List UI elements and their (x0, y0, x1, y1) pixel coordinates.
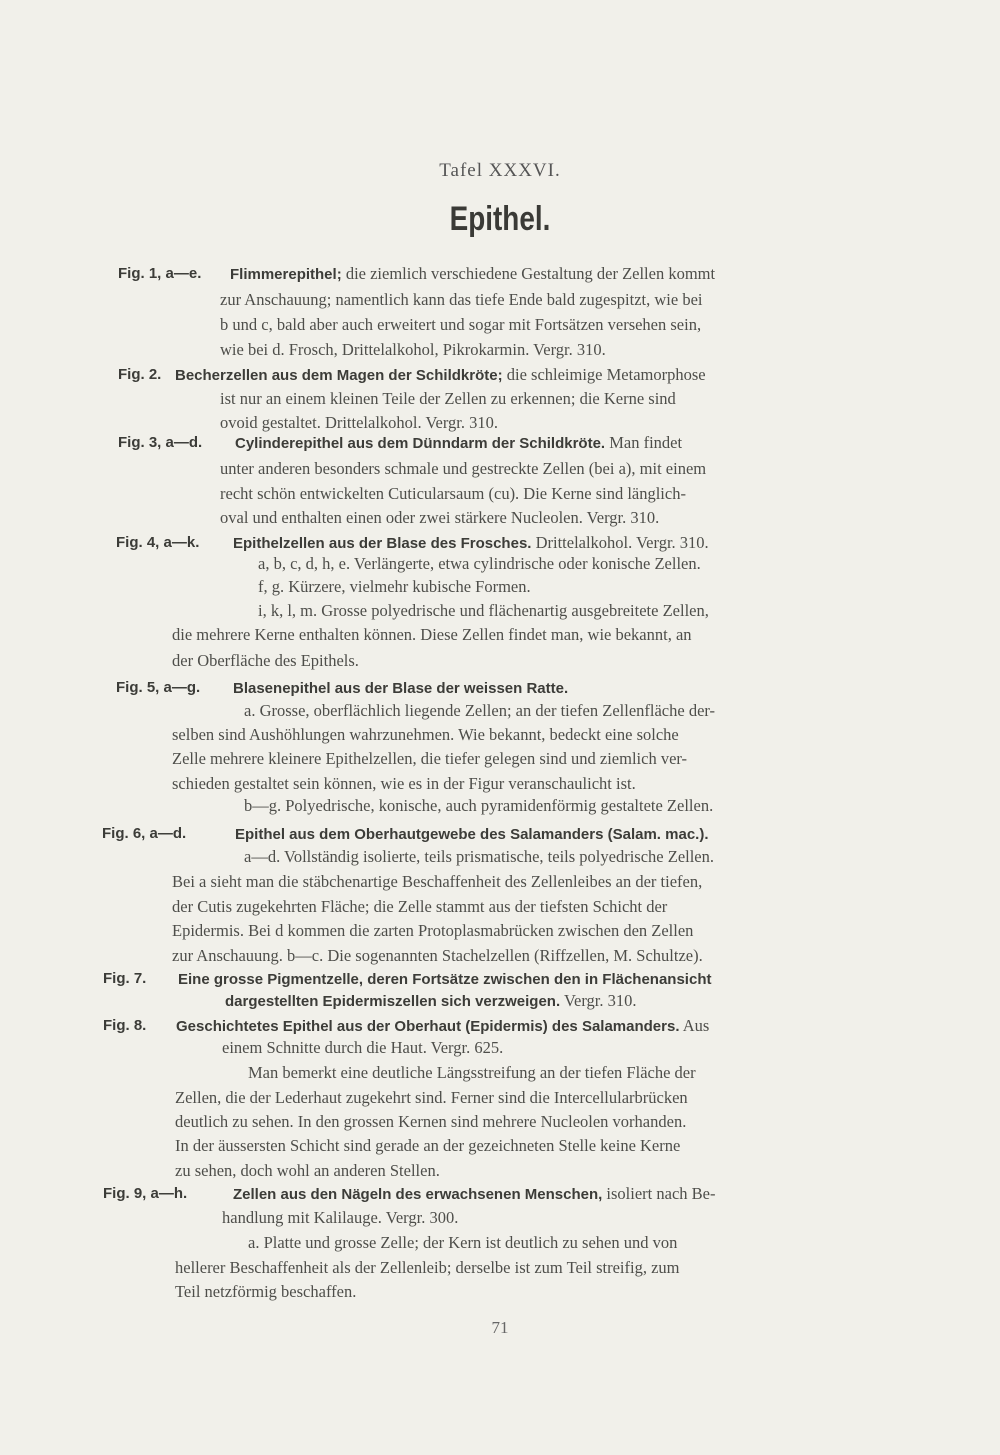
text-line (172, 724, 679, 746)
text-line (220, 412, 498, 434)
line-text: Vergr. 310. (560, 991, 637, 1010)
text-line (244, 795, 713, 817)
text-line (172, 945, 703, 967)
text-line (244, 700, 715, 722)
text-line (175, 1135, 680, 1157)
page-number: 71 (491, 1318, 509, 1337)
text-line (244, 846, 714, 868)
text-line (175, 1111, 686, 1133)
text-line (222, 1037, 503, 1059)
line-text: i, k, l, m. Grosse polyedrische und flächenartig ausgebreitete Zellen, (258, 601, 709, 620)
text-line (222, 1207, 458, 1229)
figure-label: Fig. 6, a—d. (102, 825, 187, 842)
line-text: deutlich zu sehen. In den grossen Kernen sind mehrere Nucleolen vorhanden. (175, 1112, 687, 1131)
line-text: Man bemerkt eine deutliche Längsstreifung an der tiefen Fläche der (248, 1063, 696, 1082)
text-line (225, 990, 637, 1013)
line-text: Epidermis. Bei d kommen die zarten Protoplasmabrücken zwischen den Zellen (172, 921, 694, 940)
line-text: oval und enthalten einen oder zwei stärkere Nucleolen. Vergr. 310. (220, 508, 660, 527)
text-line (220, 314, 701, 336)
text-line (172, 650, 359, 672)
text-line (258, 600, 709, 622)
text-line (220, 483, 686, 505)
line-text: unter anderen besonders schmale und gestreckte Zellen (bei a), mit einem (220, 459, 707, 478)
figure-heading: Cylinderepithel aus dem Dünndarm der Schildkröte. (235, 435, 606, 452)
line-text: recht schön entwickelten Cuticularsaum (cu). Die Kerne sind länglich- (220, 484, 686, 503)
line-text: a—d. Vollständig isolierte, teils prismatische, teils polyedrische Zellen. (244, 847, 715, 866)
plate-number: Tafel XXXVI. (439, 160, 561, 181)
text-line (175, 1257, 680, 1279)
line-text: handlung mit Kalilauge. Vergr. 300. (222, 1208, 459, 1227)
figure-heading: dargestellten Epidermiszellen sich verzweigen. (225, 993, 561, 1010)
line-text: Drittelalkohol. Vergr. 310. (531, 533, 709, 552)
text-line (220, 458, 706, 480)
text-line (172, 624, 692, 646)
text-line (220, 339, 606, 361)
text-line (176, 1015, 709, 1038)
text-line (220, 507, 659, 529)
text-line (172, 920, 693, 942)
text-line (172, 748, 687, 770)
figure-label: Fig. 1, a—e. (118, 265, 202, 282)
text-line (175, 1160, 440, 1182)
text-line (175, 1281, 356, 1303)
text-line (220, 388, 676, 410)
line-text: ist nur an einem kleinen Teile der Zellen zu erkennen; die Kerne sind (220, 389, 676, 408)
figure-label: Fig. 3, a—d. (118, 434, 203, 451)
line-text: f, g. Kürzere, vielmehr kubische Formen. (258, 577, 531, 596)
line-text: a, b, c, d, h, e. Verlängerte, etwa cylindrische oder konische Zellen. (258, 554, 701, 573)
line-text: hellerer Beschaffenheit als der Zellenleib; derselbe ist zum Teil streifig, zum (175, 1258, 680, 1277)
line-text: a. Grosse, oberflächlich liegende Zellen; an der tiefen Zellenfläche der- (244, 701, 716, 720)
line-text: der Cutis zugekehrten Fläche; die Zelle stammt aus der tiefsten Schicht der (172, 897, 668, 916)
line-text: zur Anschauung; namentlich kann das tiefe Ende bald zugespitzt, wie bei (220, 290, 703, 309)
line-text: ovoid gestaltet. Drittelalkohol. Vergr. 310. (220, 413, 499, 432)
line-text: die ziemlich verschiedene Gestaltung der Zellen kommt (341, 264, 716, 283)
text-line (230, 263, 715, 286)
figure-heading: Becherzellen aus dem Magen der Schildkröte; (175, 367, 503, 384)
text-line (220, 289, 702, 311)
figure-heading: Zellen aus den Nägeln des erwachsenen Menschen, (233, 1186, 603, 1203)
line-text: isoliert nach Be- (602, 1184, 716, 1203)
line-text: wie bei d. Frosch, Drittelalkohol, Pikrokarmin. Vergr. 310. (220, 340, 606, 359)
figure-label: Fig. 8. (103, 1017, 147, 1034)
line-text: Man findet (605, 433, 683, 452)
text-line (172, 773, 636, 795)
figure-heading: Eine grosse Pigmentzelle, deren Fortsätze zwischen den in Flächenansicht (178, 971, 712, 988)
text-line (175, 364, 706, 387)
figure-label: Fig. 9, a—h. (103, 1185, 188, 1202)
text-line (233, 677, 568, 700)
line-text: Bei a sieht man die stäbchenartige Beschaffenheit des Zellenleibes an der tiefen, (172, 872, 703, 891)
line-text: Zellen, die der Lederhaut zugekehrt sind. Ferner sind die Intercellularbrücken (175, 1088, 688, 1107)
line-text: Aus (679, 1016, 710, 1035)
line-text: In der äussersten Schicht sind gerade an der gezeichneten Stelle keine Kerne (175, 1136, 681, 1155)
figure-label: Fig. 2. (118, 366, 162, 383)
text-line (258, 553, 701, 575)
line-text: der Oberfläche des Epithels. (172, 651, 359, 670)
line-text: die schleimige Metamorphose (502, 365, 706, 384)
line-text: a. Platte und grosse Zelle; der Kern ist deutlich zu sehen und von (248, 1233, 678, 1252)
text-line (233, 1183, 715, 1206)
text-line (172, 871, 702, 893)
text-line (172, 896, 667, 918)
text-line (178, 968, 711, 991)
figure-label: Fig. 4, a—k. (116, 534, 200, 551)
text-line (248, 1232, 677, 1254)
text-line (175, 1087, 688, 1109)
line-text: einem Schnitte durch die Haut. Vergr. 625. (222, 1038, 504, 1057)
text-line (235, 823, 709, 846)
line-text: b—g. Polyedrische, konische, auch pyramidenförmig gestaltete Zellen. (244, 796, 714, 815)
line-text: Teil netzförmig beschaffen. (175, 1282, 357, 1301)
figure-heading: Epithelzellen aus der Blase des Frosches. (233, 535, 532, 552)
line-text: selben sind Aushöhlungen wahrzunehmen. Wie bekannt, bedeckt eine solche (172, 725, 679, 744)
line-text: zu sehen, doch wohl an anderen Stellen. (175, 1161, 440, 1180)
text-line (233, 532, 709, 555)
text-line (235, 432, 682, 455)
page-title: Epithel. (449, 200, 551, 238)
figure-heading: Epithel aus dem Oberhautgewebe des Salamanders (Salam. mac.). (235, 826, 709, 843)
text-line (258, 576, 531, 598)
figure-heading: Blasenepithel aus der Blase der weissen Ratte. (233, 680, 569, 697)
line-text: zur Anschauung. b—c. Die sogenannten Stachelzellen (Riffzellen, M. Schultze). (172, 946, 703, 965)
text-line (248, 1062, 696, 1084)
line-text: schieden gestaltet sein können, wie es in der Figur veranschaulicht ist. (172, 774, 636, 793)
figure-label: Fig. 7. (103, 970, 147, 987)
figure-label: Fig. 5, a—g. (116, 679, 201, 696)
line-text: Zelle mehrere kleinere Epithelzellen, die tiefer gelegen sind und ziemlich ver- (172, 749, 688, 768)
figure-heading: Flimmerepithel; (230, 266, 342, 283)
line-text: die mehrere Kerne enthalten können. Diese Zellen findet man, wie bekannt, an (172, 625, 692, 644)
line-text: b und c, bald aber auch erweitert und sogar mit Fortsätzen versehen sein, (220, 315, 702, 334)
figure-heading: Geschichtetes Epithel aus der Oberhaut (Epidermis) des Salamanders. (176, 1018, 680, 1035)
